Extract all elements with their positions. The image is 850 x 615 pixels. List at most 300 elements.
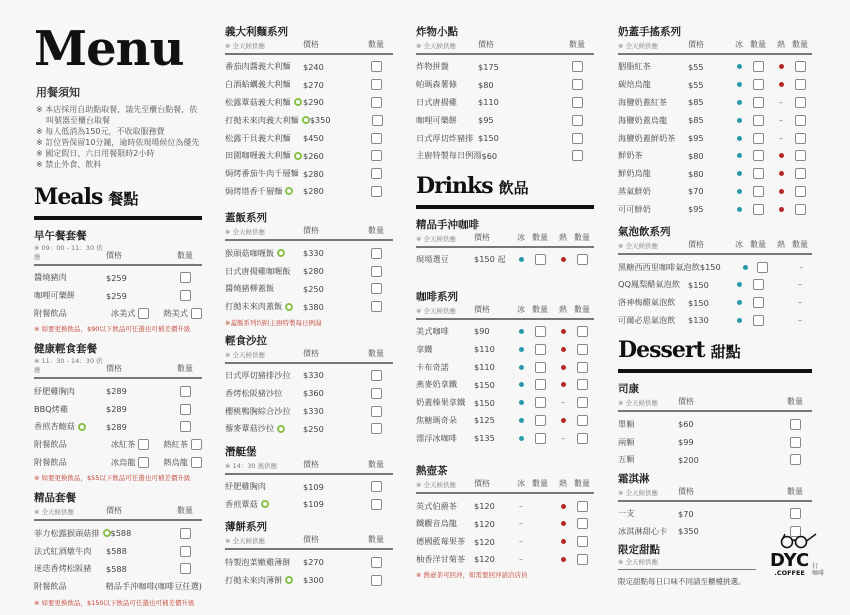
section-header (225, 459, 393, 475)
vegetarian-icon (302, 116, 310, 124)
quantity-checkbox[interactable] (371, 97, 382, 108)
item-name: 松露蕈菇義大利麵 (225, 97, 303, 108)
note: ※ 如要更換飲品，$55以下飲品可任選也可補差價升級 (34, 474, 191, 483)
price-header: 價格 (106, 506, 122, 516)
item-name: 鮮奶烏龍 (618, 168, 651, 179)
item-price: $240 (303, 61, 324, 72)
quantity-checkbox[interactable] (572, 79, 583, 90)
menu-item (34, 560, 202, 578)
ice-quantity-checkbox[interactable] (535, 433, 546, 444)
section-header: ※ 全天候供應 價格 冰 數量 熱 數量 (618, 39, 812, 55)
vegetarian-icon (261, 500, 269, 508)
section-header (225, 348, 393, 364)
item-price: $289 (106, 386, 127, 397)
drink-option-checkbox[interactable] (191, 308, 202, 319)
item-price: $260 (303, 150, 324, 161)
item-name: 炸物拼盤 (416, 61, 449, 72)
ice-dot-icon (519, 436, 524, 441)
ice-quantity-checkbox[interactable] (753, 279, 764, 290)
item-name: 焗烤塔香千層麵 (225, 186, 303, 197)
item-name: 猴頭菇咖喱飯 (225, 248, 303, 259)
section-title: 奶蓋手搖系列 (618, 26, 681, 38)
section-header: ※ 全天候供應 價格 數量 (618, 486, 812, 502)
quantity-checkbox[interactable] (371, 406, 382, 417)
hot-dot-icon (561, 365, 566, 370)
drink-item: 鐵觀音烏龍 $120 – (416, 515, 594, 533)
section-header (34, 356, 202, 379)
item-price: $175 (478, 61, 499, 72)
item-name: 法式紅酒燉牛肉 (34, 545, 92, 556)
quantity-checkbox[interactable] (180, 272, 191, 283)
qty-header: 數量 (368, 40, 384, 49)
section-title: 早午餐套餐 (34, 230, 87, 242)
ice-quantity-checkbox[interactable] (535, 254, 546, 265)
section-title: 薄餅系列 (225, 521, 267, 534)
item-name: 英式伯爵茶 (416, 500, 457, 511)
menu-item (34, 418, 202, 436)
ice-dot-icon (743, 265, 748, 270)
item-name: 現場選豆 (416, 254, 449, 265)
ice-quantity-checkbox[interactable] (535, 415, 546, 426)
hot-quantity-checkbox[interactable] (577, 326, 588, 337)
vegetarian-icon (78, 423, 86, 431)
quantity-checkbox[interactable] (371, 370, 382, 381)
availability: ※ 全天候供應 (416, 234, 457, 243)
ice-dot-icon (737, 118, 742, 123)
ice-quantity-checkbox[interactable] (753, 204, 764, 215)
quantity-checkbox[interactable] (572, 61, 583, 72)
hot-quantity-checkbox[interactable] (577, 344, 588, 355)
drink-item: 黑糖西西里咖啡氣泡飲 $150 – (618, 261, 804, 273)
ice-quantity-checkbox[interactable] (535, 379, 546, 390)
ice-quantity-checkbox[interactable] (753, 186, 764, 197)
menu-item (416, 111, 594, 129)
notice-title: 用餐須知 (36, 86, 80, 99)
menu-item (225, 367, 393, 385)
drink-option-checkbox[interactable] (191, 457, 202, 468)
ice-dot-icon (737, 100, 742, 105)
item-price: $330 (303, 406, 324, 417)
menu-item (34, 400, 202, 418)
ice-dot-icon (737, 171, 742, 176)
notice-item: ※ 每人低消為150元，不收取服務費 (36, 127, 165, 136)
hot-quantity-checkbox[interactable] (795, 115, 806, 126)
section-header: ※ 全天候供應 價格 冰 數量 熱 數量 (416, 232, 594, 248)
vegetarian-icon (277, 249, 285, 257)
item-name: 洛神梅醋氣泡飲 (618, 297, 676, 308)
item-name: 海鹽奶蓋烏龍 (618, 114, 668, 125)
ice-dot-icon (737, 64, 742, 69)
menu-item (416, 76, 594, 94)
hot-quantity-checkbox[interactable] (577, 254, 588, 265)
item-name: 可可鮮奶 (618, 203, 651, 214)
section-header: ※ 全天候供應 價格 冰 數量 熱 數量 (416, 304, 594, 320)
quantity-checkbox[interactable] (180, 290, 191, 301)
section-title: 健康輕食套餐 (34, 343, 97, 356)
vegetarian-icon (103, 529, 111, 537)
quantity-checkbox[interactable] (790, 508, 801, 519)
item-name: 海鹽奶蓋紅茶 (618, 96, 668, 107)
availability: ※ 全天候供應 (416, 481, 457, 490)
quantity-checkbox[interactable] (371, 168, 382, 179)
hot-dot-icon (779, 153, 784, 158)
quantity-checkbox[interactable] (572, 115, 583, 126)
item-name: 漂浮冰咖啡 (416, 432, 457, 443)
hot-dot-icon (779, 189, 784, 194)
hot-quantity-checkbox[interactable] (577, 415, 588, 426)
item-price: $250 (303, 423, 324, 434)
item-price: $120 (474, 536, 495, 547)
section-header (34, 243, 202, 266)
item-name: 日式厚切炸豬排 (416, 132, 474, 143)
ice-dot-icon (519, 365, 524, 370)
price-header: 價格 (474, 479, 490, 489)
ice-dot-icon (519, 382, 524, 387)
quantity-checkbox[interactable] (371, 186, 382, 197)
item-name: 紓肥雞胸肉 (34, 385, 75, 396)
item-price: $70 (688, 186, 704, 197)
item-name: 鐵觀音烏龍 (416, 518, 457, 529)
quantity-checkbox[interactable] (572, 133, 583, 144)
drink-item (416, 376, 594, 394)
hot-quantity-checkbox[interactable] (577, 554, 588, 565)
item-name: 碳焙烏龍 (618, 79, 651, 90)
quantity-checkbox[interactable] (572, 150, 583, 161)
menu-item: 五顆 $200 (618, 451, 812, 469)
hot-quantity-checkbox[interactable] (577, 362, 588, 373)
menu-item (225, 402, 393, 420)
vegetarian-icon (285, 576, 293, 584)
ice-quantity-checkbox[interactable] (753, 97, 764, 108)
ice-quantity-checkbox[interactable] (753, 168, 764, 179)
hot-quantity-checkbox[interactable] (795, 150, 806, 161)
limited-dessert-text: 限定甜點每日口味不同請至櫃檯挑選。 (618, 577, 746, 587)
qty-header: 數量 (368, 535, 384, 545)
qty-header: 數量 (569, 40, 585, 49)
ice-dot-icon (737, 82, 742, 87)
quantity-checkbox[interactable] (371, 248, 382, 259)
item-name: 美式咖啡 (416, 325, 449, 336)
hot-quantity-checkbox[interactable] (795, 79, 806, 90)
availability: ※ 09：00 - 11：30 供應 (34, 244, 103, 261)
drink-item: QQ鳳梨醋氣泡飲 $150 – (618, 279, 802, 290)
section-title: 限定甜點 (618, 544, 660, 557)
section-header (225, 534, 393, 550)
item-price: $150 (474, 379, 495, 390)
hot-quantity-checkbox[interactable] (795, 204, 806, 215)
hot-dot-icon (561, 418, 566, 423)
vegetarian-icon (285, 303, 293, 311)
item-name: 可爾必思氣泡飲 (618, 314, 676, 325)
menu-item (416, 94, 594, 112)
menu-item (34, 269, 202, 287)
notice-item: ※ 本店採用自助點取餐，請先至櫃台點餐，依叫號器至櫃台取餐 (36, 105, 198, 125)
quantity-checkbox[interactable] (180, 421, 191, 432)
quantity-checkbox[interactable] (371, 575, 382, 586)
quantity-checkbox[interactable] (371, 283, 382, 294)
item-price: $150 (478, 133, 499, 144)
quantity-checkbox[interactable] (180, 404, 191, 415)
item-price: $289 (106, 421, 127, 432)
item-name: 迷迭香烤松阪豬 (34, 563, 92, 574)
hot-quantity-checkbox[interactable] (795, 186, 806, 197)
ice-dot-icon (737, 282, 742, 287)
item-name: 焗烤番茄牛肉千層麵 (225, 168, 299, 179)
quantity-checkbox[interactable] (790, 419, 801, 430)
price-header: 價格 (303, 40, 319, 49)
drink-item (416, 412, 594, 430)
quantity-checkbox[interactable] (790, 437, 801, 448)
column-snacks-drinks (416, 0, 594, 587)
quantity-checkbox[interactable] (180, 563, 191, 574)
section-title: 精品手沖咖啡 (416, 218, 479, 231)
quantity-checkbox[interactable] (371, 61, 382, 72)
hot-quantity-checkbox[interactable] (795, 61, 806, 72)
item-name: 特製泡菜嫩雞薄餅 (225, 556, 291, 567)
menu-item (416, 58, 594, 76)
item-name: 香煎杏鮑菇 (34, 421, 106, 432)
hot-quantity-checkbox[interactable] (577, 433, 588, 444)
ice-quantity-checkbox[interactable] (535, 326, 546, 337)
quantity-checkbox[interactable] (371, 79, 382, 90)
section-title: 輕食沙拉 (225, 334, 267, 347)
item-price: $135 (474, 433, 495, 444)
item-name: 紓肥雞胸肉 (225, 481, 266, 492)
item-price: $85 (688, 115, 704, 126)
ice-quantity-checkbox[interactable] (753, 150, 764, 161)
item-name: 香煎蕈菇 (225, 499, 303, 510)
quantity-checkbox[interactable] (371, 133, 382, 144)
hot-dot-icon (561, 539, 566, 544)
drink-item: 漂浮冰咖啡 $135 – (416, 429, 594, 447)
item-name: 海鹽奶蓋鮮奶茶 (618, 132, 676, 143)
hot-dot-icon (561, 329, 566, 334)
note: ※ 如要更換飲品，$90以下飲品可任選也可補差價升級 (34, 325, 191, 334)
hot-quantity-checkbox[interactable] (795, 133, 806, 144)
drink-item (416, 340, 594, 358)
set-drink-row: 附餐飲品 冰美式 熱美式 (34, 305, 202, 323)
ice-quantity-checkbox[interactable] (753, 315, 764, 326)
item-price: $109 (303, 499, 324, 510)
brand-logo: DYC .COFFEE 打 咖啡 (770, 532, 824, 577)
hot-quantity-checkbox[interactable] (795, 97, 806, 108)
item-name: 德國藍莓果茶 (416, 536, 466, 547)
ice-dot-icon (737, 207, 742, 212)
notice-item: ※ 禁止外食、飲料 (36, 160, 102, 169)
ice-quantity-checkbox[interactable] (753, 79, 764, 90)
ice-quantity-checkbox[interactable] (535, 397, 546, 408)
vegetarian-icon (277, 425, 285, 433)
quantity-checkbox[interactable] (180, 528, 191, 539)
item-name: 柚香洋甘菊茶 (416, 553, 466, 564)
price-header: 價格 (303, 348, 319, 358)
item-name: 鮮奶茶 (618, 150, 643, 161)
hot-dot-icon (561, 504, 566, 509)
quantity-checkbox[interactable] (371, 266, 382, 277)
quantity-checkbox[interactable] (371, 557, 382, 568)
item-price: $80 (688, 150, 704, 161)
hot-dot-icon (561, 347, 566, 352)
item-price: $330 (303, 248, 324, 259)
column-tea-dessert: 奶蓋手搖系列 ※ 全天候供應 價格 冰 數量 熱 數量 胭脂紅茶 $55 碳焙烏龍 $55 海鹽奶蓋紅茶 $85 – 海鹽奶蓋烏龍 $85 – 海鹽奶蓋鮮奶茶 $95 – 鮮奶茶 $80 鮮奶烏龍 $80 蒸氣鮮奶 $70 可可鮮奶 $95 氣泡飲系列 ※ 全天候供應 價格 冰 數量 熱 數量 黑糖西西里咖啡氣泡飲 $150 – QQ鳳梨醋氣泡飲 $150 – 洛神梅醋氣泡飲 $150 – 可爾必思氣泡飲 $130 – Dessert 甜點 司康 ※ 全天候供應 價格 數量 單顆 $60 兩顆 $99 五顆 $200 霜淇淋 ※ 全天候供應 價格 數量 一支 $70 冰淇淋甜心卡 $350 限定甜點 ※ 全天候供應 限定甜點每日口味不同請至櫃檯挑選。 (618, 0, 812, 587)
item-name: 咖哩可樂餅 (416, 114, 457, 125)
item-price: $95 (478, 115, 494, 126)
item-name: 菲力松露猴頭菇排 (34, 528, 111, 539)
menu-item (225, 244, 393, 262)
qty-header: 數量 (368, 348, 384, 358)
quantity-checkbox[interactable] (790, 454, 801, 465)
item-price: $110 (474, 362, 495, 373)
ice-quantity-checkbox[interactable] (753, 115, 764, 126)
drink-item (618, 147, 812, 165)
set-drink-row: 附餐飲品 冰紅茶 熱紅茶 (34, 436, 202, 454)
item-price: $350 (309, 115, 331, 126)
drink-item: 海鹽奶蓋鮮奶茶 $95 – (618, 129, 812, 147)
ice-dot-icon (737, 153, 742, 158)
availability: ※ 全天候供應 (34, 508, 75, 517)
notice-item: ※ 國定假日、六日用餐限時2小時 (36, 149, 155, 158)
qty-header: 數量 (177, 506, 193, 516)
item-price: $588 (106, 546, 127, 557)
item-price: $150 (688, 279, 709, 290)
quantity-checkbox[interactable] (371, 423, 382, 434)
menu-item (225, 76, 393, 94)
drink-option-checkbox[interactable] (138, 457, 149, 468)
drink-option-checkbox[interactable] (191, 439, 202, 450)
hot-quantity-checkbox[interactable] (577, 379, 588, 390)
divider (618, 369, 812, 373)
quantity-checkbox[interactable] (371, 150, 382, 161)
hot-quantity-checkbox[interactable] (577, 536, 588, 547)
menu-item (225, 571, 393, 589)
availability: ※ 11：30 - 14：30 供應 (34, 357, 103, 375)
item-price: $110 (478, 97, 499, 108)
price-header: 價格 (303, 459, 319, 469)
section-header: ※ 全天候供應 價格 冰 數量 熱 數量 (618, 239, 812, 255)
drink-item: 洛神梅醋氣泡飲 $150 – (618, 297, 802, 308)
item-price: $130 (688, 315, 709, 326)
quantity-checkbox[interactable] (371, 388, 382, 399)
price-header: 價格 (474, 232, 490, 242)
item-price: $330 (303, 370, 324, 381)
item-name: 日式厚切豬排沙拉 (225, 369, 291, 380)
item-price: $150 (474, 397, 495, 408)
divider (416, 205, 594, 209)
dessert-heading: Dessert 甜點 (618, 337, 741, 364)
item-name: 咖哩可樂餅 (34, 290, 75, 301)
section-header: ※ 全天候供應 價格 數量 (618, 396, 812, 412)
drink-item (618, 58, 812, 76)
section-header (416, 39, 594, 55)
item-name: BBQ烤雞 (34, 403, 69, 414)
quantity-checkbox[interactable] (371, 481, 382, 492)
item-name: 香烤松阪豬沙拉 (225, 387, 283, 398)
availability: ※ 全天候供應 (618, 399, 659, 408)
item-price: $290 (303, 97, 324, 108)
hot-dot-icon (561, 257, 566, 262)
item-price: $150 (688, 297, 709, 308)
set-drink-row: 附餐飲品 冰烏龍 熱烏龍 (34, 454, 202, 472)
hot-quantity-checkbox[interactable] (577, 501, 588, 512)
quantity-checkbox[interactable] (372, 115, 383, 126)
item-price: $300 (303, 575, 324, 586)
price-header: 價格 (303, 535, 319, 545)
availability: ※ 全天候供應 (416, 42, 457, 50)
ice-quantity-checkbox[interactable] (757, 262, 768, 273)
hot-dot-icon (561, 557, 566, 562)
note: ※蓋飯系列均附主廚特製每日例湯 (225, 318, 322, 327)
menu-item (225, 280, 393, 298)
hot-quantity-checkbox[interactable] (577, 518, 588, 529)
menu-item: 冰淇淋甜心卡 $350 (618, 523, 812, 541)
menu-item (225, 496, 393, 514)
ice-quantity-checkbox[interactable] (753, 61, 764, 72)
glasses-icon (776, 532, 818, 548)
item-name: 拿鐵 (416, 343, 433, 354)
item-price: $250 (303, 283, 324, 294)
item-name: 醬燒豬肉 (34, 272, 67, 283)
quantity-checkbox[interactable] (371, 499, 382, 510)
drink-item (416, 251, 594, 269)
item-name: 松露干貝義大利麵 (225, 132, 291, 143)
section-title: 炸物小點 (416, 26, 458, 38)
hot-dot-icon (561, 521, 566, 526)
ice-quantity-checkbox[interactable] (753, 297, 764, 308)
hot-quantity-checkbox[interactable] (795, 168, 806, 179)
meals-heading: Meals 餐點 (34, 184, 139, 210)
item-name: QQ鳳梨醋氣泡飲 (618, 279, 681, 290)
vegetarian-icon (294, 152, 302, 160)
item-name: 胭脂紅茶 (618, 61, 651, 72)
menu-item (225, 183, 393, 201)
note: ※ 如要更換飲品，$150以下飲品可任選也可補差價升級 (34, 598, 195, 607)
quantity-checkbox[interactable] (180, 386, 191, 397)
quantity-checkbox[interactable] (572, 97, 583, 108)
section-title: 霜淇淋 (618, 472, 650, 485)
ice-quantity-checkbox[interactable] (535, 344, 546, 355)
availability: ※ 14：30 後供應 (225, 461, 278, 470)
drink-item: 海鹽奶蓋紅茶 $85 – (618, 94, 812, 112)
availability: ※ 全天候供應 (618, 488, 659, 497)
menu-item (225, 262, 393, 280)
ice-dot-icon (519, 257, 524, 262)
item-name: 焦糖瑪奇朵 (416, 414, 457, 425)
item-name: 主廚特製每日例湯 (416, 150, 482, 161)
availability: ※ 全天候供應 (618, 242, 659, 251)
drink-option-checkbox[interactable] (138, 439, 149, 450)
item-price: $120 (474, 501, 495, 512)
ice-dot-icon (737, 189, 742, 194)
qty-header: 數量 (177, 251, 193, 260)
quantity-checkbox[interactable] (371, 301, 382, 312)
menu-item: 單顆 $60 (618, 415, 812, 433)
quantity-checkbox[interactable] (180, 546, 191, 557)
availability: ※ 全天候供應 (225, 228, 266, 237)
menu-item (225, 58, 393, 76)
price-header: 價格 (474, 304, 490, 314)
menu-item: 兩顆 $99 (618, 433, 812, 451)
ice-quantity-checkbox[interactable] (753, 133, 764, 144)
item-price: $110 (474, 344, 495, 355)
ice-quantity-checkbox[interactable] (535, 362, 546, 373)
drink-option-checkbox[interactable] (138, 308, 149, 319)
set-drink-row: 附餐飲品 精品手沖咖啡(咖啡豆任選) (34, 581, 202, 592)
menu-item: 一支 $70 (618, 505, 812, 523)
column-mains (225, 0, 393, 597)
hot-quantity-checkbox[interactable] (577, 397, 588, 408)
item-price: $90 (474, 326, 490, 337)
ice-dot-icon (519, 329, 524, 334)
